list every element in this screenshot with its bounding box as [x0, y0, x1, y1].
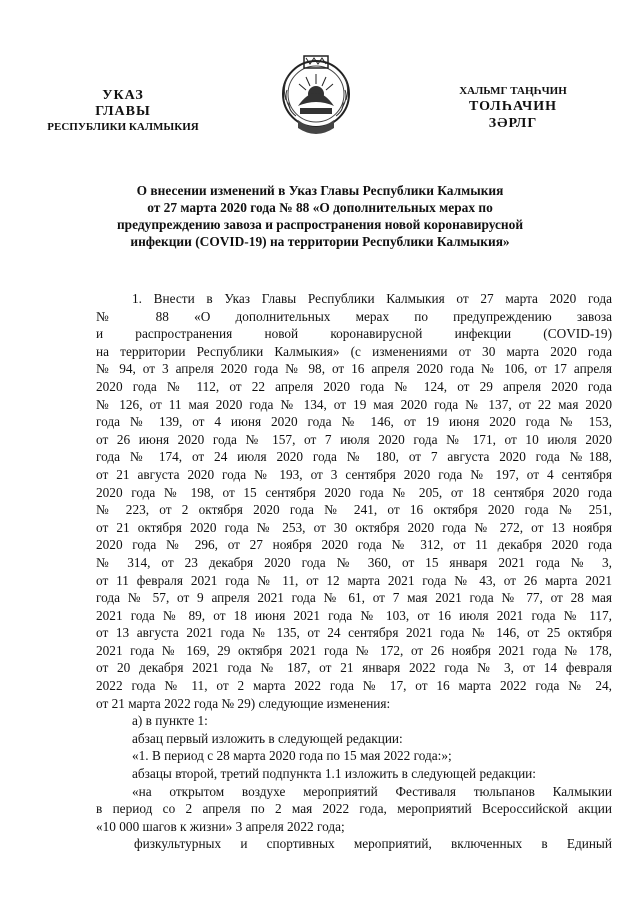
header-right-line-3: ЗӘРЛГ: [488, 116, 538, 131]
header-right-line-2: ТОЛҺАЧИН: [468, 99, 558, 114]
header-left-block: [28, 88, 218, 134]
body-line: а) в пункте 1:: [132, 713, 208, 729]
header-left-line-3: РЕСПУБЛИКИ КАЛМЫКИЯ: [47, 121, 199, 133]
title-line: инфекции (COVID-19) на территории Республики Калмыкия»: [130, 234, 510, 249]
body-line: года № 57, от 9 апреля 2021 года № 61, от 7 мая 2021 года № 77, от 28 мая: [96, 590, 612, 606]
body-line: от 13 августа 2021 года № 135, от 24 сентября 2021 года № 146, от 25 октября: [96, 625, 612, 641]
body-line: № 314, от 23 декабря 2020 года № 360, от 15 января 2021 года № 3,: [96, 554, 612, 570]
body-line: от 20 декабря 2021 года № 187, от 21 января 2022 года № 3, от 14 февраля: [96, 660, 612, 676]
body-line: абзац первый изложить в следующей редакции:: [132, 730, 403, 746]
title-line: от 27 марта 2020 года № 88 «О дополнительных мерах по: [147, 200, 493, 215]
body-line: № 88 «О дополнительных мерах по предупреждению завоза: [96, 308, 612, 324]
header-right-block: [428, 84, 598, 132]
body-line: 1. Внести в Указ Главы Республики Калмыкия от 27 марта 2020 года: [132, 291, 612, 306]
header-right-line-1: ХАЛЬМГ ТАҢҺЧИН: [459, 85, 567, 97]
body-line: 2022 года № 11, от 2 марта 2022 года № 17, от 16 марта 2022 года № 24,: [96, 678, 612, 694]
body-line: № 223, от 2 октября 2020 года № 241, от 16 октября 2020 года № 251,: [96, 502, 612, 518]
body-line: физкультурных и спортивных мероприятий, включенных в Единый: [134, 836, 612, 852]
body-line: от 21 октября 2020 года № 253, от 30 октября 2020 года № 272, от 13 ноября: [96, 519, 612, 535]
decree-body: [96, 290, 612, 853]
body-line: «на открытом воздухе мероприятий Фестиваля тюльпанов Калмыкии: [132, 783, 612, 799]
body-line: абзацы второй, третий подпункта 1.1 изложить в следующей редакции:: [132, 766, 536, 782]
decree-title: [110, 182, 530, 250]
body-line: от 21 марта 2022 года № 29) следующие изменения:: [96, 695, 391, 711]
body-line: 2020 года № 112, от 22 апреля 2020 года № 124, от 29 апреля 2020 года: [96, 378, 612, 394]
body-line: от 26 июня 2020 года № 157, от 7 июля 2020 года № 171, от 10 июля 2020: [96, 431, 612, 447]
body-line: 2020 года № 296, от 27 ноября 2020 года № 312, от 11 декабря 2020 года: [96, 537, 612, 553]
body-line: «1. В период с 28 марта 2020 года по 15 мая 2022 года:»;: [132, 748, 452, 764]
header-left-line-2: ГЛАВЫ: [95, 104, 151, 119]
body-line: от 11 февраля 2021 года № 11, от 12 марта 2021 года № 43, от 26 марта 2021: [96, 572, 612, 588]
title-line: предупреждению завоза и распространения новой коронавирусной: [116, 217, 524, 232]
kalmykia-coat-of-arms-icon: [276, 50, 356, 142]
body-line: и распространения новой коронавирусной инфекции (COVID-19): [96, 326, 612, 342]
body-line: года № 174, от 24 июля 2020 года № 180, от 7 августа 2020 года №188,: [96, 449, 612, 465]
body-line: на территории Республики Калмыкия» (с изменениями от 30 марта 2020 года: [96, 343, 612, 359]
body-line: «10 000 шагов к жизни» 3 апреля 2022 года;: [96, 818, 345, 834]
body-line: 2021 года № 169, 29 октября 2021 года № 172, от 26 ноября 2021 года № 178,: [96, 642, 612, 658]
header-left-line-1: УКАЗ: [102, 88, 144, 103]
body-line: 2021 года № 89, от 18 июня 2021 года № 103, от 16 июля 2021 года № 117,: [96, 607, 612, 623]
body-line: 2020 года № 198, от 15 сентября 2020 года № 205, от 18 сентября 2020 года: [96, 484, 612, 500]
body-line: в период со 2 апреля по 2 мая 2022 года, мероприятий Всероссийской акции: [96, 801, 612, 817]
title-line: О внесении изменений в Указ Главы Республики Калмыкия: [136, 183, 504, 198]
body-line: от 21 августа 2020 года № 193, от 3 сентября 2020 года № 197, от 4 сентября: [96, 466, 612, 482]
body-line: года № 139, от 4 июня 2020 года № 146, от 19 июня 2020 года № 153,: [96, 414, 612, 430]
body-line: № 126, от 11 мая 2020 года № 134, от 19 мая 2020 года № 137, от 22 мая 2020: [96, 396, 612, 412]
body-line: № 94, от 3 апреля 2020 года № 98, от 16 апреля 2020 года № 106, от 17 апреля: [96, 361, 612, 377]
